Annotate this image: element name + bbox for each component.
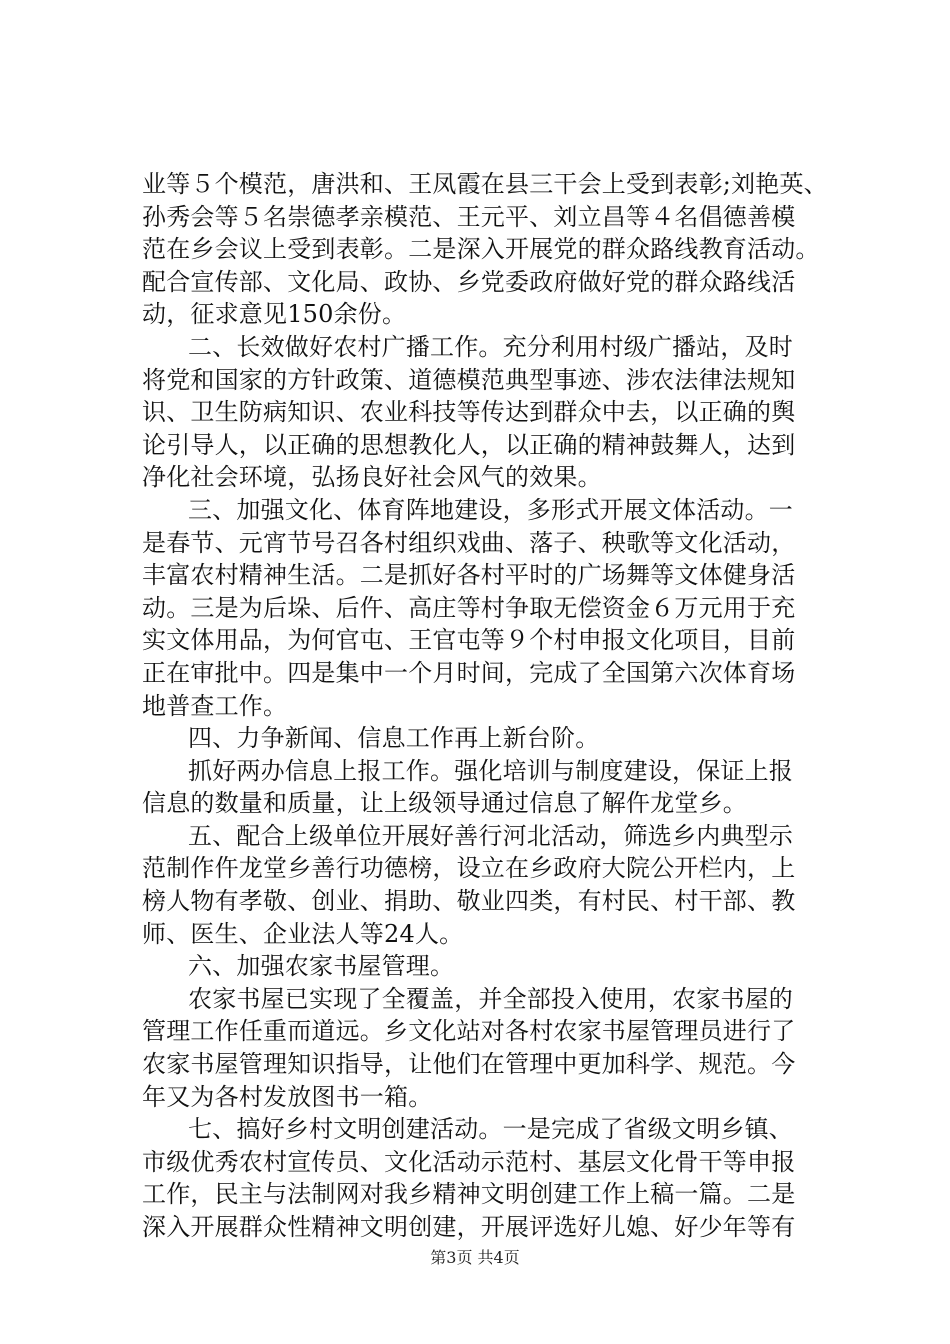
text-line: 净化社会环境，弘扬良好社会风气的效果。 xyxy=(142,463,602,492)
text-line: 信息的数量和质量，让上级领导通过信息了解仵龙堂乡。 xyxy=(142,789,747,818)
text-line: 动。三是为后垛、后仵、高庄等村争取无偿资金６万元用于充 xyxy=(142,593,796,622)
text-line: 管理工作任重而道远。乡文化站对各村农家书屋管理员进行了 xyxy=(142,1017,796,1046)
text-line: 抓好两办信息上报工作。强化培训与制度建设，保证上报 xyxy=(188,756,793,785)
text-line: 正在审批中。四是集中一个月时间，完成了全国第六次体育场 xyxy=(142,658,796,687)
text-line: 业等５个模范，唐洪和、王凤霞在县三干会上受到表彰;刘艳英、 xyxy=(142,170,828,198)
text-line: 农家书屋管理知识指导，让他们在管理中更加科学、规范。今 xyxy=(142,1050,796,1079)
text-line: 工作，民主与法制网对我乡精神文明创建工作上稿一篇。二是 xyxy=(142,1180,796,1209)
text-line: 七、搞好乡村文明创建活动。一是完成了省级文明乡镇、 xyxy=(188,1115,793,1144)
text-line: 丰富农村精神生活。二是抓好各村平时的广场舞等文体健身活 xyxy=(142,561,796,590)
text-line: 实文体用品，为何官屯、王官屯等９个村申报文化项目，目前 xyxy=(142,626,796,655)
text-line: 动，征求意见150余份。 xyxy=(142,300,407,329)
text-line: 年又为各村发放图书一箱。 xyxy=(142,1082,433,1111)
text-line: 将党和国家的方针政策、道德模范典型事迹、涉农法律法规知 xyxy=(142,365,796,394)
text-line: 榜人物有孝敬、创业、捐助、敬业四类，有村民、村干部、教 xyxy=(142,887,796,916)
document-body xyxy=(142,168,832,1244)
text-line: 农家书屋已实现了全覆盖，并全部投入使用，农家书屋的 xyxy=(188,984,793,1013)
text-line: 地普查工作。 xyxy=(142,691,288,720)
text-line: 六、加强农家书屋管理。 xyxy=(188,952,455,981)
text-line: 四、力争新闻、信息工作再上新台阶。 xyxy=(188,724,600,753)
text-line: 配合宣传部、文化局、政协、乡党委政府做好党的群众路线活 xyxy=(142,267,796,296)
page-footer: 第3页 共4页 xyxy=(430,1248,520,1267)
text-line: 范在乡会议上受到表彰。二是深入开展党的群众路线教育活动。 xyxy=(142,235,820,264)
text-line: 市级优秀农村宣传员、文化活动示范村、基层文化骨干等申报 xyxy=(142,1147,796,1176)
text-line: 孙秀会等５名崇德孝亲模范、王元平、刘立昌等４名倡德善模 xyxy=(142,202,796,231)
text-line: 论引导人，以正确的思想教化人，以正确的精神鼓舞人，达到 xyxy=(142,430,796,459)
text-line: 师、医生、企业法人等24人。 xyxy=(142,919,464,948)
text-line: 范制作仵龙堂乡善行功德榜，设立在乡政府大院公开栏内，上 xyxy=(142,854,796,883)
text-line: 识、卫生防病知识、农业科技等传达到群众中去，以正确的舆 xyxy=(142,398,796,427)
text-line: 三、加强文化、体育阵地建设，多形式开展文体活动。一 xyxy=(188,495,793,524)
text-line: 深入开展群众性精神文明创建，开展评选好儿媳、好少年等有 xyxy=(142,1213,796,1241)
text-line: 五、配合上级单位开展好善行河北活动，筛选乡内典型示 xyxy=(188,821,793,850)
text-line: 二、长效做好农村广播工作。充分利用村级广播站，及时 xyxy=(188,332,793,361)
text-line: 是春节、元宵节号召各村组织戏曲、落子、秧歌等文化活动， xyxy=(142,528,796,557)
